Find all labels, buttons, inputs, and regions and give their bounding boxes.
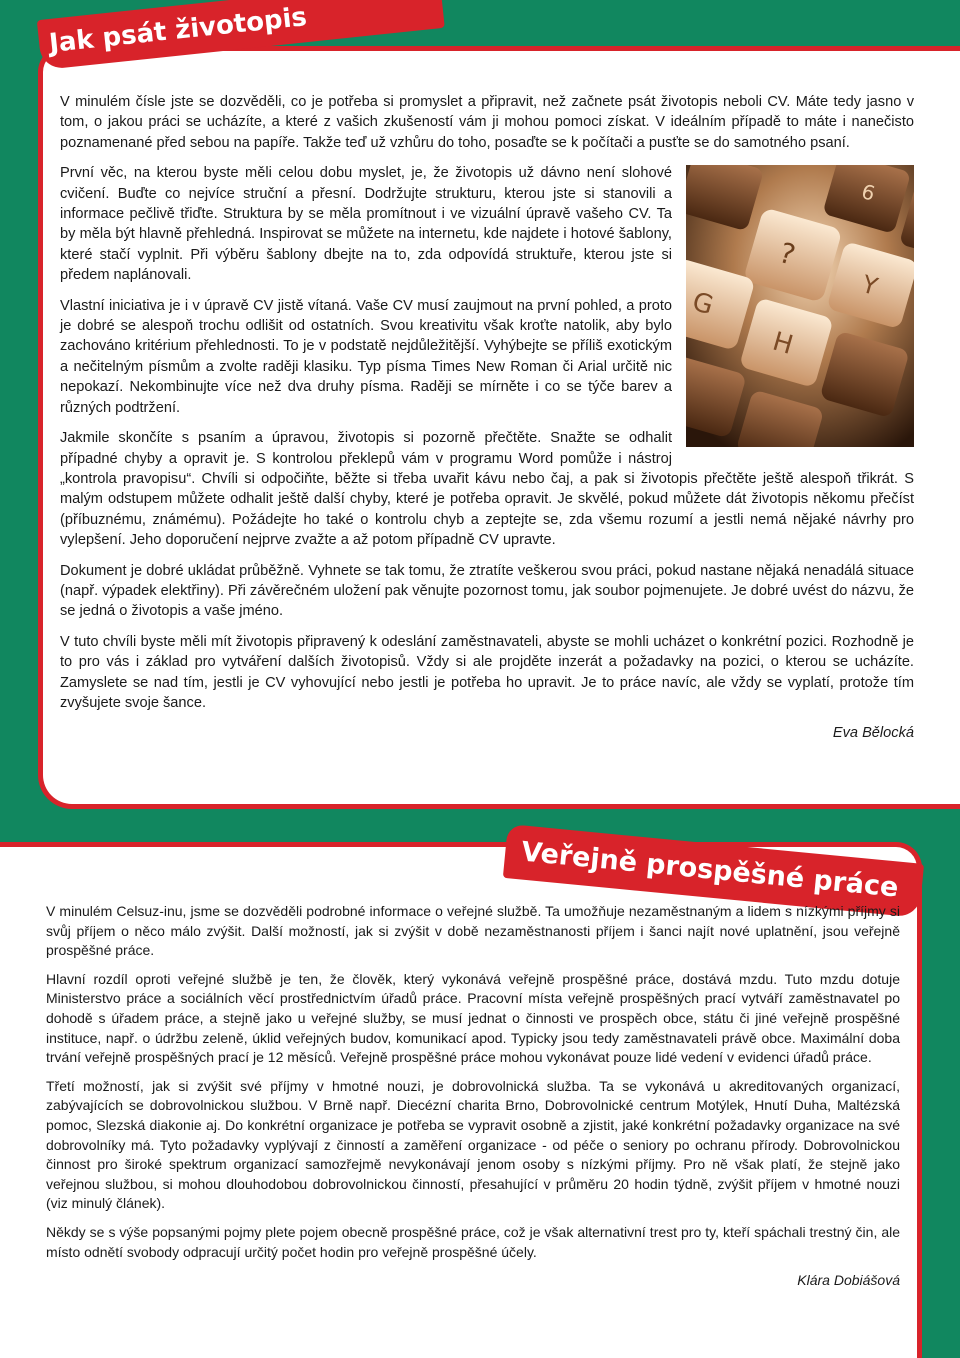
article-1-paragraph-6: V tuto chvíli byste měli mít životopis připravený k odeslání zaměstnavateli, abyste se mohli ucházet o konkrétní pozici. Rozhodně je to pro vás i základ pro vytváření dalších životopisů. Vždy si ale projděte inzerát a požadavky na pozici, o kterou se ucházíte. Zamyslete se nad tím, jestli je CV vyhovující nebo jestli je potřeba ho upravit. Je to práce navíc, ale vždy se vyplatí, protože tím zvyšujete svoje šance.	[60, 633, 914, 711]
article-2-paragraph-4: Někdy se s výše popsanými pojmy plete pojem obecně prospěšné práce, což je však alternativní trest pro ty, kteří spáchali trestný čin, ale místo odnětí svobody odpracují určitý počet hodin pro veřejně prospěšné účely.	[46, 1223, 900, 1260]
article-2-paragraph-2: Hlavní rozdíl oproti veřejné službě je ten, že člověk, který vykonává veřejně prospěšné práce, dostává mzdu. Tuto mzdu dotuje Ministerstvo práce a sociálních věcí prostřednictvím úřadů práce. Pracovní místa veřejně prospěšných prací vytváří zaměstnavatel po dohodě s úřadem práce, a stejně jako u veřejné služby, se musí jednat o činnosti ve prospěch obce, státu či jiné veřejně prospěšné instituce, např. o údržbu zeleně, úklid veřejných budov, komunikací apod. Typicky jsou tedy zaměstnavateli právě obce. Maximální doba trvání veřejně prospěšných prací je 12 měsíců. Veřejně prospěšné práce mohou vykonávat pouze lidé vedení v evidenci úřadů práce.	[46, 970, 900, 1066]
article-1-paragraph-4: Jakmile skončíte s psaním a úpravou, životopis si pozorně přečtěte. Snažte se odhalit případné chyby a opravit je. S kontrolou překlepů vám v programu Word pomůže i nástroj „kontrola pravopisu“. Chvíli si odpočiňte, běžte si třeba uvařit kávu nebo čaj, a pak si životopis přečtěte ještě alespoň třikrát. S malým odstupem můžete odhalit ještě další chyby, které je potřeba opravit. Je skvělé, pokud můžete dát životopis někomu přečíst (příbuznému, známému). Požádejte ho také o kontrolu chyb a zeptejte se, zda všemu rozumí a jestli nemá nějaké návrhy pro vylepšení. Jeho doporučení nejprve zvažte a až potom případně CV upravte.	[60, 430, 914, 549]
article-2-author: Klára Dobiášová	[797, 1272, 900, 1289]
keyboard-photo	[686, 165, 914, 447]
key-y-label: Y	[858, 270, 881, 302]
key-question-label: ?	[775, 236, 799, 273]
article-1-paragraph-5: Dokument je dobré ukládat průběžně. Vyhnete se tak tomu, že ztratíte veškerou svou práci, pokud nastane nějaká nenadálá situace (např. výpadek elektřiny). Při závěrečném uložení pak věnujte pozornost tomu, jak soubor pojmenujete. Je dobré uvést do názvu, že se jedná o životopis a vaše jméno.	[60, 562, 914, 620]
article-2-title: Veřejně prospěšné práce	[519, 836, 900, 904]
key-h-label: H	[769, 326, 797, 362]
article-1-paragraph-1: V minulém čísle jste se dozvěděli, co je potřeba si promyslet a připravit, než začnete psát životopis neboli CV. Máte tedy jasno v tom, o jakou práci se ucházíte, a které z vašich zkušeností vám ji mohou pomoci získat. V ideálním případě to máte i nanečisto poznamenané před sebou na papíře. Takže teď už vzhůru do toho, posaďte se k počítači a pusťte se do samotného psaní.	[60, 94, 914, 151]
article-1-title: Jak psát životopis	[47, 2, 309, 60]
article-1-paragraph-3: Vlastní iniciativa je i v úpravě CV jistě vítaná. Vaše CV musí zaujmout na první pohled, a proto je dobré se alespoň trochu odlišit od ostatních. Svou kreativitu však kroťte natolik, aby bylo zachováno kritérium přehlednosti. To je v podstatě nejdůležitější. Vyhýbejte se příliš exotickým a nečitelným písmům a zvolte raději klasiku. Typ písma Times New Roman či Arial určitě nic nepokazí. Nekombinujte více než dva druhy písma. Raději se mírněte i co se týče barev a různých podtržení.	[60, 297, 672, 416]
key-6-label: 6	[858, 179, 878, 206]
article-1-author: Eva Bělocká	[832, 725, 914, 742]
article-1-paragraph-2: První věc, na kterou byste měli celou dobu myslet, je, že životopis už dávno není slohové cvičení. Buďte co nejvíce struční a přesní. Dodržujte strukturu, kterou jste si stanovili a informace pečlivě třiďte. Struktura by se měla promítnout i ve vizuální úpravě vašeho CV. Ta by měla být hlavně přehledná. Inspirovat se můžete na internetu, kde najdete i hotové šablony, které stačí vyplnit. Při výběru šablony dbejte na to, zda odpovídá struktuře, kterou jste si předem naplánovali.	[60, 165, 672, 284]
article-1-body	[60, 92, 914, 744]
key-g-label: G	[689, 287, 717, 322]
article-2-body	[46, 902, 900, 1291]
keyboard-image	[686, 165, 914, 447]
article-2-paragraph-3: Třetí možností, jak si zvýšit své příjmy v hmotné nouzi, je dobrovolnická služba. Ta se vykonává u akreditovaných organizací, zabývajících se dobrovolnickou službou. V Brně např. Diecézní charita Brno, Dobrovolnické centrum Motýlek, Hnutí Duha, Maltézská pomoc, Slezská diakonie aj. Do konkrétní organizace je potřeba se vypravit osobně a zjistit, jaké konkrétní požadavky organizace na své dobrovolníky má. Tyto požadavky vyplývají z činností a zaměření organizace - od péče o seniory po ochranu přírody. Dobrovolnickou činnost pro široké spektrum organizací samozřejmě nevykonávají jenom osoby s nízkými příjmy. Pro ně však platí, že stejně jako veřejnou službou, si mohou dlouhodobou dobrovolnickou činností, přesahující v průměru 20 hodin týdně, zvýšit příjem v hmotné nouzi (viz minulý článek).	[46, 1077, 900, 1212]
article-2-paragraph-1: V minulém Celsuz-inu, jsme se dozvěděli podrobné informace o veřejné službě. Ta umožňuje nezaměstnaným a lidem s nízkými příjmy si svůj příjem o něco málo zvýšit. Další možností, jak si zvýšit v době nezaměstnanosti příjem i šanci najít nové uplatnění, jsou veřejně prospěšné práce.	[46, 903, 900, 959]
